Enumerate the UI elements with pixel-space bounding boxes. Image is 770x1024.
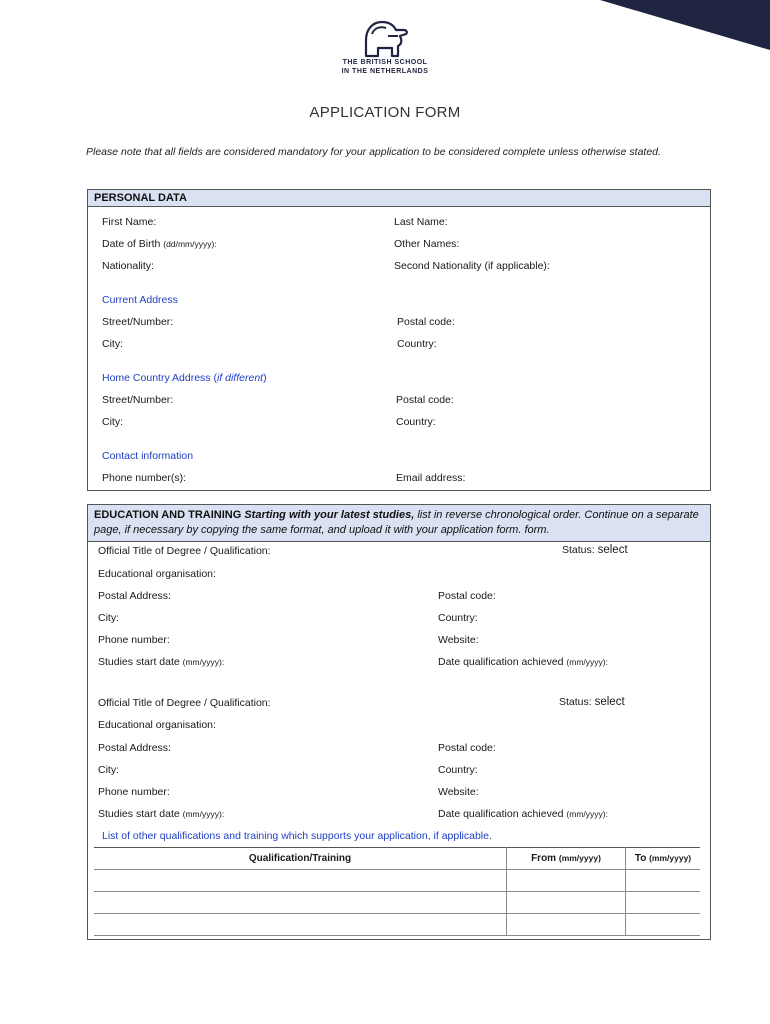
status-select[interactable]: Status: select — [562, 544, 628, 556]
logo-line-2: IN THE NETHERLANDS — [341, 68, 429, 75]
from-cell[interactable] — [507, 870, 626, 892]
organisation-field[interactable]: Educational organisation: — [98, 719, 216, 731]
phone-number-field[interactable]: Phone number: — [98, 634, 170, 646]
qualification-column-header: Qualification/Training — [94, 848, 507, 870]
qualification-cell[interactable] — [94, 870, 507, 892]
website-field[interactable]: Website: — [438, 786, 479, 798]
organisation-field[interactable]: Educational organisation: — [98, 568, 216, 580]
last-name-field[interactable]: Last Name: — [394, 216, 448, 228]
personal-data-section — [87, 189, 711, 491]
phone-number-field[interactable]: Phone number: — [98, 786, 170, 798]
table-row[interactable] — [94, 892, 700, 914]
phone-field[interactable]: Phone number(s): — [102, 472, 187, 484]
current-address-heading: Current Address — [102, 294, 178, 306]
qualification-cell[interactable] — [94, 892, 507, 914]
qualification-achieved-field[interactable]: Date qualification achieved (mm/yyyy): — [438, 656, 608, 668]
current-street-field[interactable]: Street/Number: — [102, 316, 174, 328]
second-nationality-field[interactable]: Second Nationality (if applicable): — [394, 260, 550, 272]
logo-line-1: THE BRITISH SCHOOL — [342, 59, 428, 66]
email-field[interactable]: Email address: — [396, 472, 466, 484]
to-cell[interactable] — [626, 892, 701, 914]
postal-code-field[interactable]: Postal code: — [438, 742, 496, 754]
current-country-field[interactable]: Country: — [397, 338, 437, 350]
intro-note: Please note that all fields are considered mandatory for your application to be considered complete unless otherwise stated. — [86, 146, 661, 158]
home-postal-field[interactable]: Postal code: — [396, 394, 454, 406]
studies-start-field[interactable]: Studies start date (mm/yyyy): — [98, 808, 225, 820]
postal-address-field[interactable]: Postal Address: — [98, 590, 171, 602]
current-city-field[interactable]: City: — [102, 338, 123, 350]
other-qualifications-heading: List of other qualifications and training which supports your application, if applicable. — [102, 830, 492, 842]
personal-data-header: PERSONAL DATA — [88, 190, 710, 207]
degree-title-field[interactable]: Official Title of Degree / Qualification: — [98, 697, 271, 709]
current-postal-field[interactable]: Postal code: — [397, 316, 455, 328]
other-names-field[interactable]: Other Names: — [394, 238, 460, 250]
education-section — [87, 504, 711, 940]
lion-crest-icon — [358, 18, 412, 58]
city-field[interactable]: City: — [98, 612, 119, 624]
qualification-cell[interactable] — [94, 914, 507, 936]
from-column-header: From (mm/yyyy) — [507, 848, 626, 870]
date-of-birth-field[interactable]: Date of Birth (dd/mm/yyyy): — [102, 238, 217, 250]
degree-title-field[interactable]: Official Title of Degree / Qualification: — [98, 545, 271, 557]
from-cell[interactable] — [507, 892, 626, 914]
first-name-field[interactable]: First Name: — [102, 216, 157, 228]
home-address-heading: Home Country Address (if different) — [102, 372, 267, 384]
status-select[interactable]: Status: select — [559, 696, 625, 708]
website-field[interactable]: Website: — [438, 634, 479, 646]
postal-address-field[interactable]: Postal Address: — [98, 742, 171, 754]
country-field[interactable]: Country: — [438, 764, 478, 776]
education-header: EDUCATION AND TRAINING Starting with your latest studies, list in reverse chronological order. Continue on a separate page, if necessary by copying the same format, and upload it with your application form. form. — [88, 505, 710, 542]
home-city-field[interactable]: City: — [102, 416, 123, 428]
to-cell[interactable] — [626, 870, 701, 892]
other-qualifications-table — [94, 847, 700, 936]
postal-code-field[interactable]: Postal code: — [438, 590, 496, 602]
page-title: APPLICATION FORM — [309, 104, 461, 121]
school-logo — [330, 18, 440, 76]
table-row[interactable] — [94, 870, 700, 892]
qualification-achieved-field[interactable]: Date qualification achieved (mm/yyyy): — [438, 808, 608, 820]
studies-start-field[interactable]: Studies start date (mm/yyyy): — [98, 656, 225, 668]
nationality-field[interactable]: Nationality: — [102, 260, 154, 272]
table-row[interactable] — [94, 914, 700, 936]
table-header-row — [94, 848, 700, 870]
home-country-field[interactable]: Country: — [396, 416, 436, 428]
home-street-field[interactable]: Street/Number: — [102, 394, 174, 406]
contact-info-heading: Contact information — [102, 450, 194, 462]
city-field[interactable]: City: — [98, 764, 119, 776]
country-field[interactable]: Country: — [438, 612, 478, 624]
to-cell[interactable] — [626, 914, 701, 936]
corner-decoration — [600, 0, 770, 50]
from-cell[interactable] — [507, 914, 626, 936]
to-column-header: To (mm/yyyy) — [626, 848, 701, 870]
